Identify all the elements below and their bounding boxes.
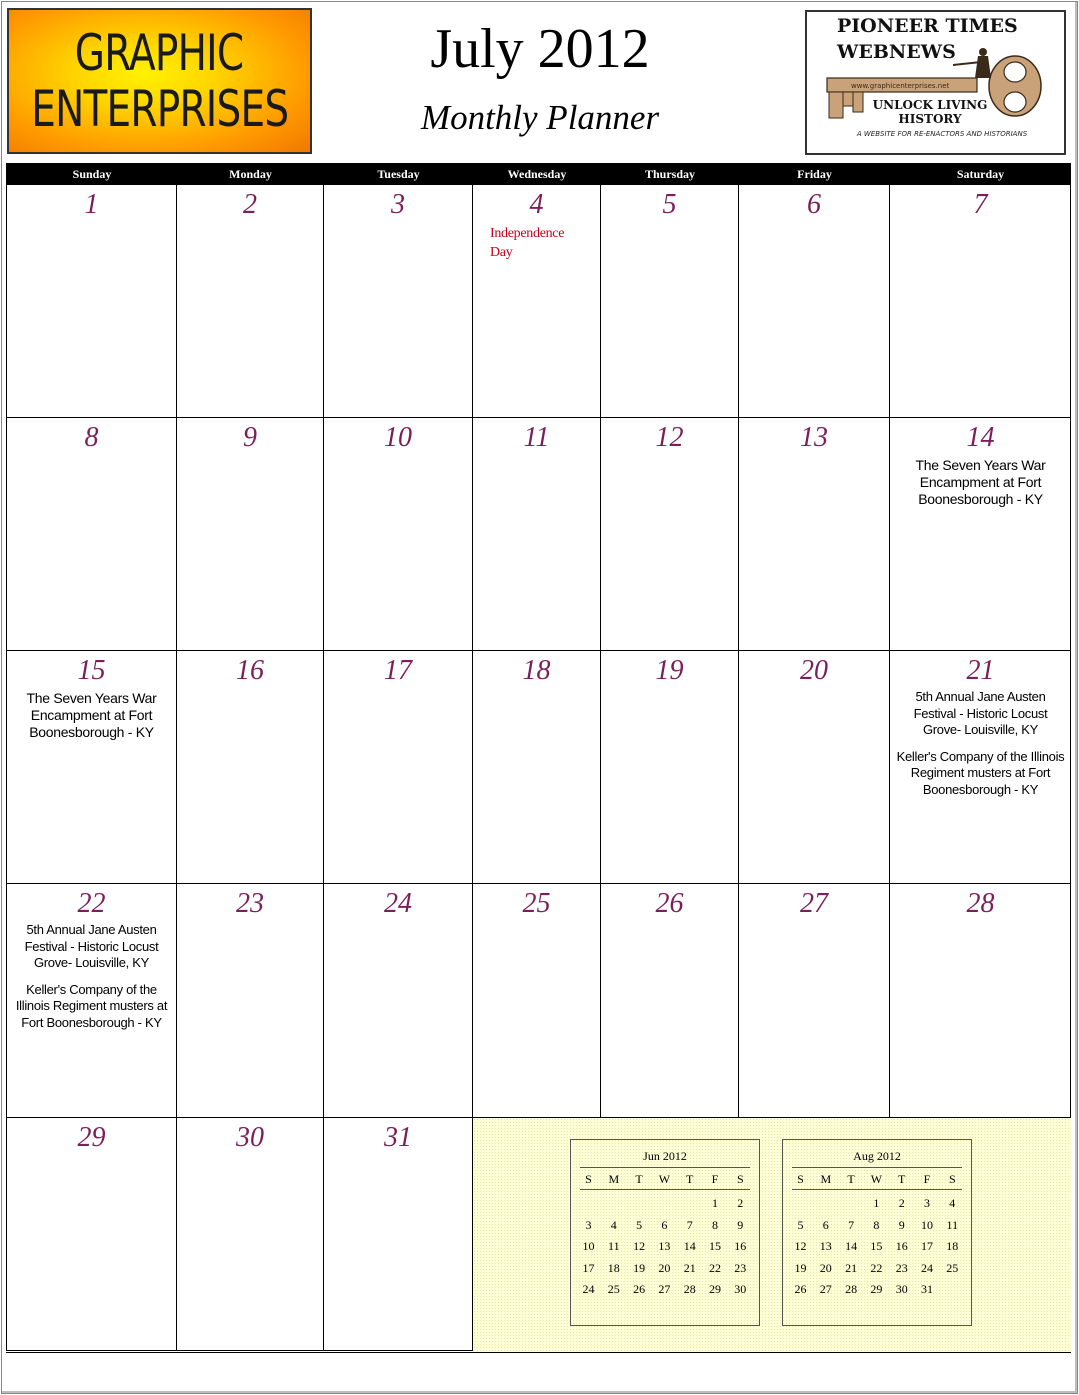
mini-calendar-day[interactable]: 5 bbox=[797, 1217, 804, 1232]
calendar-event[interactable]: The Seven Years War Encampment at Fort Boonesborough - KY bbox=[26, 690, 157, 740]
mini-calendar-weekday: S bbox=[585, 1172, 592, 1186]
day-number: 15 bbox=[77, 655, 106, 686]
mini-calendar-day[interactable]: 30 bbox=[734, 1282, 747, 1296]
mini-calendar-weekday: T bbox=[847, 1172, 855, 1186]
mini-calendar-day[interactable]: 12 bbox=[794, 1239, 807, 1253]
day-cell[interactable] bbox=[7, 651, 177, 884]
mini-calendar-day[interactable]: 1 bbox=[712, 1196, 718, 1210]
day-number: 3 bbox=[391, 189, 405, 220]
mini-calendar-weekday: T bbox=[635, 1172, 643, 1186]
mini-calendar-day[interactable]: 17 bbox=[582, 1260, 595, 1275]
mini-calendar-day[interactable]: 14 bbox=[683, 1239, 696, 1253]
mini-calendar-weekday: T bbox=[898, 1172, 906, 1186]
logo-right-tagline-2: HISTORY bbox=[898, 112, 962, 126]
day-cell[interactable] bbox=[890, 884, 1071, 1118]
mini-calendar-day[interactable]: 21 bbox=[845, 1260, 858, 1275]
day-cell[interactable] bbox=[601, 884, 739, 1118]
day-number: 28 bbox=[966, 888, 995, 919]
weekday-header-wednesday: Wednesday bbox=[507, 167, 567, 181]
mini-calendar-weekday: M bbox=[608, 1172, 620, 1186]
mini-calendar-day[interactable]: 22 bbox=[870, 1260, 883, 1275]
mini-calendar-weekday: S bbox=[797, 1172, 804, 1186]
day-number: 14 bbox=[966, 422, 995, 453]
day-number: 26 bbox=[655, 888, 684, 919]
mini-calendar-day[interactable]: 16 bbox=[895, 1239, 908, 1253]
day-cell[interactable] bbox=[324, 418, 473, 651]
day-number: 12 bbox=[655, 422, 684, 453]
mini-calendar-day[interactable]: 19 bbox=[633, 1260, 646, 1275]
mini-calendar-day[interactable]: 10 bbox=[582, 1239, 595, 1253]
day-cell[interactable] bbox=[739, 884, 890, 1118]
mini-calendar-day[interactable]: 19 bbox=[794, 1260, 807, 1275]
mini-calendar-day[interactable]: 3 bbox=[585, 1217, 592, 1232]
day-cell[interactable] bbox=[601, 651, 739, 884]
day-cell[interactable] bbox=[473, 651, 601, 884]
day-cell[interactable] bbox=[739, 185, 890, 418]
mini-calendar-title: Jun 2012 bbox=[643, 1149, 687, 1163]
mini-calendar-day[interactable]: 12 bbox=[633, 1239, 646, 1253]
mini-calendar-day[interactable]: 16 bbox=[734, 1239, 747, 1253]
mini-calendar-weekday: M bbox=[820, 1172, 832, 1186]
mini-calendar-day[interactable]: 29 bbox=[870, 1282, 883, 1296]
day-number: 23 bbox=[236, 888, 264, 919]
mini-calendar-day[interactable]: 28 bbox=[683, 1282, 696, 1296]
mini-calendar-title: Aug 2012 bbox=[853, 1149, 901, 1163]
mini-calendar-day[interactable]: 31 bbox=[921, 1282, 933, 1296]
day-cell[interactable] bbox=[7, 185, 177, 418]
mini-calendar bbox=[570, 1139, 760, 1326]
day-cell[interactable] bbox=[324, 884, 473, 1118]
day-cell[interactable] bbox=[177, 651, 324, 884]
mini-calendar-day[interactable]: 15 bbox=[709, 1239, 721, 1253]
day-number: 17 bbox=[384, 655, 412, 686]
day-cell[interactable] bbox=[890, 418, 1071, 651]
day-cell[interactable] bbox=[7, 418, 177, 651]
mini-calendar-day[interactable]: 5 bbox=[636, 1217, 643, 1232]
weekday-header-row bbox=[7, 164, 1070, 185]
day-number: 31 bbox=[384, 1122, 412, 1153]
mini-calendar-rule bbox=[792, 1167, 962, 1168]
day-cell[interactable] bbox=[177, 418, 324, 651]
day-number: 5 bbox=[662, 189, 677, 220]
mini-calendar-day[interactable]: 10 bbox=[921, 1217, 933, 1232]
day-number: 1 bbox=[84, 189, 99, 220]
day-number: 22 bbox=[77, 888, 106, 919]
mini-calendar-day[interactable]: 26 bbox=[633, 1282, 646, 1296]
day-number: 25 bbox=[522, 888, 551, 919]
logo-right-line-2: WEBNEWS bbox=[837, 41, 956, 63]
day-cell[interactable] bbox=[324, 1118, 473, 1351]
graphic-enterprises-logo bbox=[7, 8, 312, 154]
day-cell[interactable] bbox=[739, 418, 890, 651]
mini-calendar-day[interactable]: 21 bbox=[683, 1260, 696, 1275]
day-number: 27 bbox=[800, 888, 828, 919]
mini-calendar-day[interactable]: 17 bbox=[921, 1239, 933, 1253]
mini-calendar-day[interactable]: 20 bbox=[658, 1260, 671, 1275]
mini-calendar-day[interactable]: 14 bbox=[845, 1239, 858, 1253]
mini-calendar-weekday: F bbox=[711, 1172, 719, 1186]
mini-calendar-day[interactable]: 7 bbox=[686, 1217, 693, 1232]
mini-calendar-weekday: W bbox=[870, 1172, 883, 1186]
day-number: 2 bbox=[243, 189, 257, 220]
mini-calendar-day[interactable]: 18 bbox=[946, 1239, 959, 1253]
day-cell[interactable] bbox=[890, 651, 1071, 884]
mini-calendar-day[interactable]: 4 bbox=[949, 1196, 956, 1210]
day-cell[interactable] bbox=[7, 884, 177, 1118]
calendar-grid bbox=[6, 163, 1071, 1351]
day-cell[interactable] bbox=[473, 884, 601, 1118]
day-cell[interactable] bbox=[324, 651, 473, 884]
day-number: 4 bbox=[529, 189, 544, 220]
day-cell[interactable] bbox=[324, 185, 473, 418]
mini-calendar-day[interactable]: 6 bbox=[661, 1217, 668, 1232]
mini-calendar-day[interactable]: 3 bbox=[924, 1196, 930, 1210]
logo-url: www.graphicenterprises.net bbox=[851, 82, 950, 90]
bottom-divider bbox=[6, 1352, 1071, 1353]
mini-calendar-day[interactable]: 30 bbox=[895, 1282, 908, 1296]
mini-calendar-day[interactable]: 7 bbox=[848, 1217, 855, 1232]
day-cell[interactable] bbox=[473, 418, 601, 651]
mini-calendar-day[interactable]: 8 bbox=[873, 1217, 880, 1232]
mini-calendar-day[interactable]: 11 bbox=[946, 1217, 959, 1232]
mini-calendar-day[interactable]: 18 bbox=[607, 1260, 620, 1275]
day-number: 10 bbox=[384, 422, 412, 453]
weekday-header-friday: Friday bbox=[797, 167, 832, 181]
mini-calendar-day[interactable]: 24 bbox=[921, 1260, 933, 1275]
day-number: 16 bbox=[236, 655, 264, 686]
day-number: 11 bbox=[523, 422, 550, 453]
mini-calendar-day[interactable]: 8 bbox=[712, 1217, 718, 1232]
logo-line-1: GRAPHIC bbox=[75, 24, 244, 82]
weekday-header-saturday: Saturday bbox=[956, 167, 1005, 181]
day-number: 18 bbox=[522, 655, 551, 686]
day-number: 9 bbox=[243, 422, 257, 453]
day-number: 21 bbox=[966, 655, 995, 686]
mini-calendar-rule bbox=[580, 1189, 750, 1190]
mini-calendar-weekday: S bbox=[948, 1172, 956, 1186]
weekday-header-tuesday: Tuesday bbox=[377, 167, 420, 181]
mini-calendar-day[interactable]: 9 bbox=[898, 1217, 905, 1232]
mini-calendar-weekday: W bbox=[658, 1172, 671, 1186]
day-cell[interactable] bbox=[177, 185, 324, 418]
day-number: 7 bbox=[973, 189, 988, 220]
holiday-label: Independence Day bbox=[490, 226, 565, 260]
mini-calendar-day[interactable]: 9 bbox=[737, 1217, 744, 1232]
calendar-event[interactable]: Keller's Company of the Illinois Regiment musters at Fort Boonesborough - KY bbox=[896, 748, 1065, 797]
calendar-event[interactable]: The Seven Years War Encampment at Fort Boonesborough - KY bbox=[915, 457, 1046, 507]
day-number: 30 bbox=[236, 1122, 264, 1153]
mini-calendar-day[interactable]: 28 bbox=[845, 1282, 858, 1296]
mini-calendars-panel bbox=[473, 1118, 1071, 1351]
mini-calendar-day[interactable]: 11 bbox=[608, 1239, 620, 1253]
mini-calendar-day[interactable]: 15 bbox=[870, 1239, 883, 1253]
logo-line-2: ENTERPRISES bbox=[30, 80, 289, 138]
page-title: July 2012 bbox=[430, 18, 650, 80]
mini-calendar-day[interactable]: 23 bbox=[895, 1260, 908, 1275]
mini-calendar-day[interactable]: 13 bbox=[658, 1239, 671, 1253]
mini-calendar-day[interactable]: 2 bbox=[737, 1196, 744, 1210]
calendar-event[interactable]: Keller's Company of the Illinois Regiment musters at Fort Boonesborough - KY bbox=[15, 981, 168, 1030]
day-number: 29 bbox=[77, 1122, 106, 1153]
day-cell[interactable] bbox=[601, 418, 739, 651]
page-subtitle: Monthly Planner bbox=[420, 98, 660, 137]
day-number: 6 bbox=[807, 189, 821, 220]
logo-right-motto: A WEBSITE FOR RE-ENACTORS AND HISTORIANS bbox=[856, 130, 1028, 138]
mini-calendar-rule bbox=[792, 1189, 962, 1190]
logo-right-line-1: PIONEER TIMES bbox=[837, 15, 1018, 37]
day-number: 13 bbox=[800, 422, 828, 453]
mini-calendar-day[interactable]: 2 bbox=[898, 1196, 905, 1210]
mini-calendar-day[interactable]: 24 bbox=[582, 1282, 595, 1296]
day-cell[interactable] bbox=[177, 1118, 324, 1351]
mini-calendar-weekday: S bbox=[736, 1172, 744, 1186]
mini-calendar-day[interactable]: 6 bbox=[822, 1217, 829, 1232]
mini-calendar-weekday: T bbox=[686, 1172, 694, 1186]
day-number: 8 bbox=[84, 422, 99, 453]
mini-calendar-day[interactable]: 27 bbox=[658, 1282, 671, 1296]
mini-calendar-day[interactable]: 29 bbox=[709, 1282, 721, 1296]
weekday-header-sunday: Sunday bbox=[72, 167, 112, 181]
calendar-event[interactable]: 5th Annual Jane Austen Festival - Historic Locust Grove- Louisville, KY bbox=[24, 922, 159, 970]
day-cell[interactable] bbox=[890, 185, 1071, 418]
day-cell[interactable] bbox=[739, 651, 890, 884]
weekday-header-thursday: Thursday bbox=[644, 167, 696, 181]
day-number: 19 bbox=[655, 655, 684, 686]
day-cell[interactable] bbox=[601, 185, 739, 418]
mini-calendar-day[interactable]: 26 bbox=[794, 1282, 807, 1296]
mini-calendar-day[interactable]: 22 bbox=[709, 1260, 721, 1275]
mini-calendar-day[interactable]: 1 bbox=[873, 1196, 880, 1210]
mini-calendar-day[interactable]: 4 bbox=[610, 1217, 617, 1232]
mini-calendar-day[interactable]: 25 bbox=[946, 1260, 959, 1275]
pioneer-times-logo bbox=[805, 10, 1066, 155]
day-cell[interactable] bbox=[473, 185, 601, 418]
day-number: 20 bbox=[800, 655, 828, 686]
calendar-event[interactable]: 5th Annual Jane Austen Festival - Historic Locust Grove- Louisville, KY bbox=[913, 689, 1048, 737]
logo-right-tagline-1: UNLOCK LIVING bbox=[872, 98, 988, 112]
mini-calendar bbox=[782, 1139, 972, 1326]
mini-calendar-day[interactable]: 23 bbox=[734, 1260, 747, 1275]
day-cell[interactable] bbox=[7, 1118, 177, 1351]
day-number: 24 bbox=[384, 888, 412, 919]
weekday-header-monday: Monday bbox=[229, 167, 272, 181]
mini-calendar-day[interactable]: 20 bbox=[819, 1260, 832, 1275]
mini-calendar-day[interactable]: 25 bbox=[607, 1282, 620, 1296]
mini-calendar-day[interactable]: 13 bbox=[819, 1239, 832, 1253]
mini-calendar-weekday: F bbox=[923, 1172, 931, 1186]
mini-calendar-rule bbox=[580, 1167, 750, 1168]
day-cell[interactable] bbox=[177, 884, 324, 1118]
mini-calendar-day[interactable]: 27 bbox=[819, 1282, 832, 1296]
